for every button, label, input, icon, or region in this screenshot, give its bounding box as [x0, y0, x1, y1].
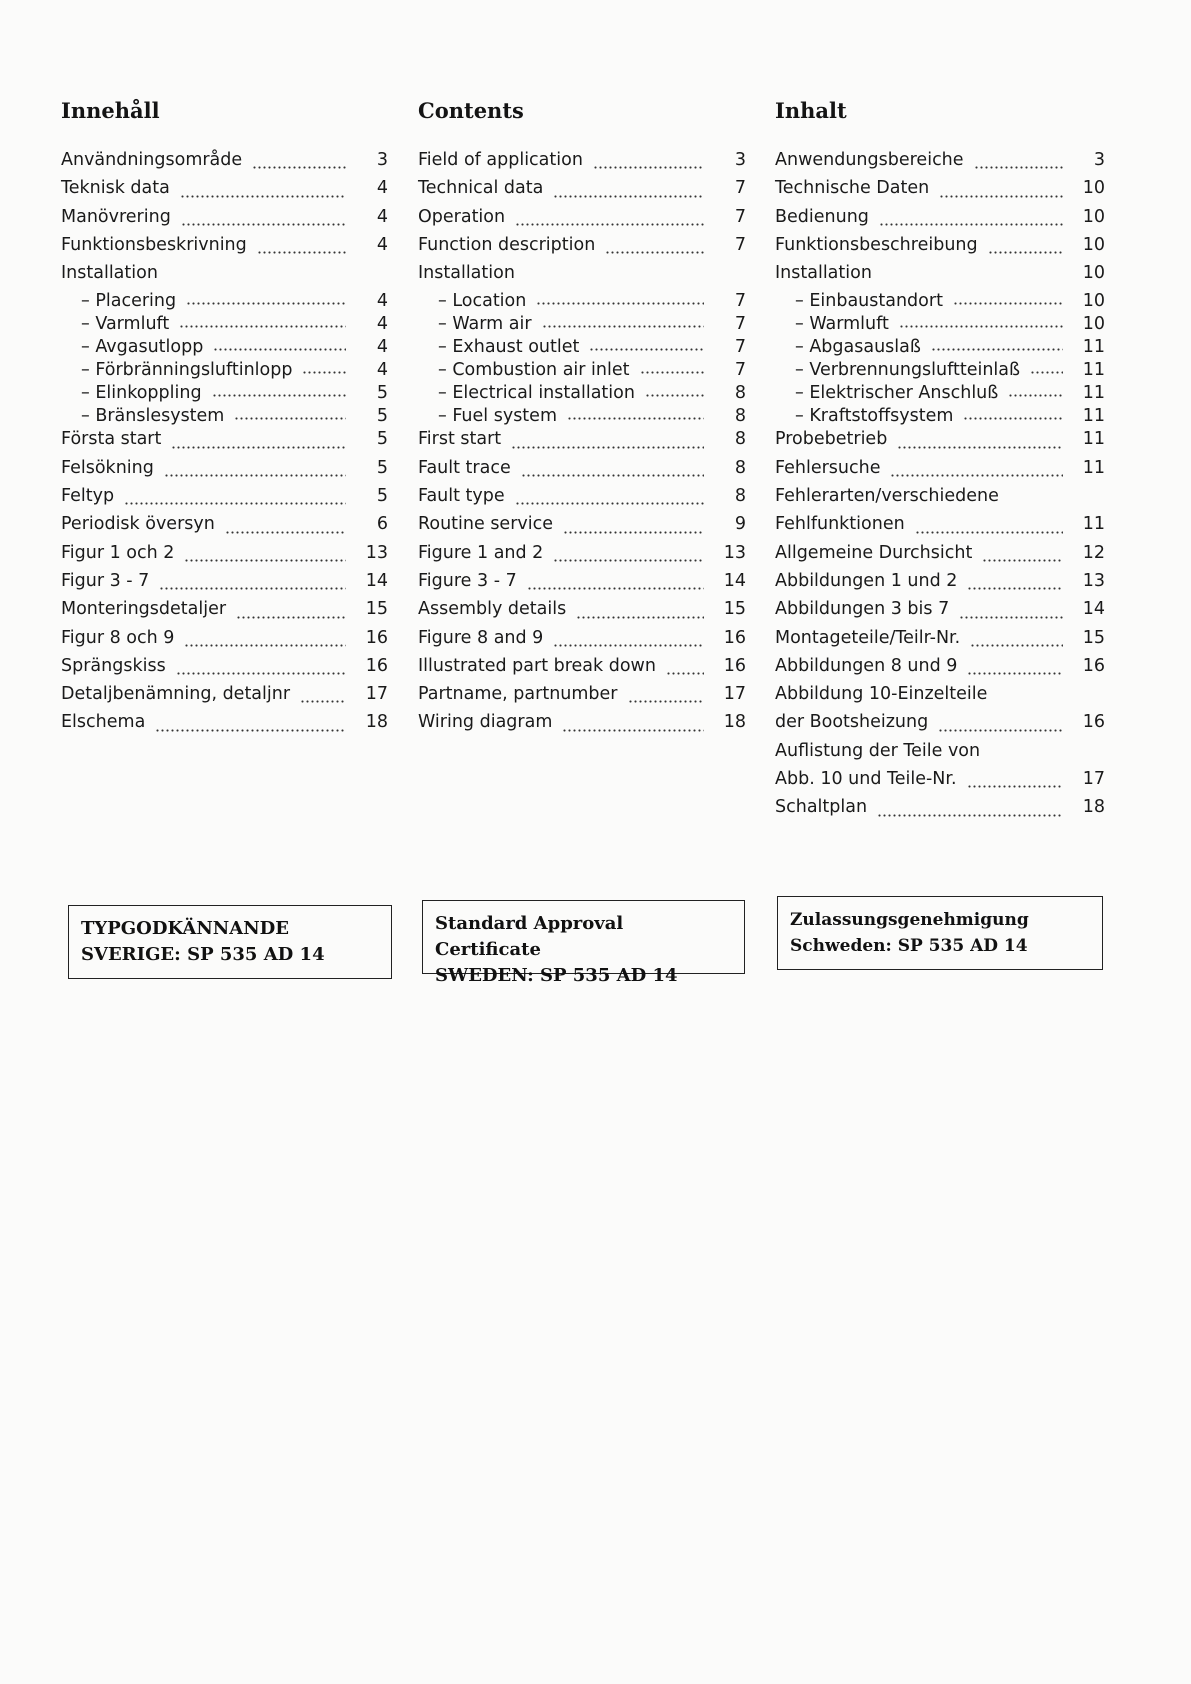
toc-entry-page: 4 [376, 314, 388, 335]
toc-entry [418, 542, 746, 570]
approval-number: Schweden: SP 535 AD 14 [790, 936, 1028, 956]
toc-entry [418, 405, 746, 428]
toc-entry-label: – Warmluft [795, 313, 889, 335]
toc-entry-label: Abbildungen 3 bis 7 [775, 599, 950, 620]
toc-entry-page: 7 [734, 178, 746, 199]
toc-entry [61, 485, 388, 513]
toc-entry-page: 4 [376, 178, 388, 199]
toc-entry [418, 711, 746, 739]
toc-entry-page: 10 [1082, 178, 1105, 199]
toc-entry-page: 5 [376, 406, 388, 427]
toc-heading: Innehåll [61, 98, 160, 123]
toc-entry-label: Wiring diagram [418, 712, 553, 733]
toc-entry-page: 14 [1082, 599, 1105, 620]
toc-entry [418, 290, 746, 313]
toc-entry-label: Monteringsdetaljer [61, 599, 227, 620]
toc-entry-page: 14 [365, 570, 388, 591]
toc-leader-dots [302, 371, 346, 374]
toc-leader-dots [180, 195, 346, 198]
toc-entry [775, 627, 1105, 655]
toc-entry-label: Abbildungen 8 und 9 [775, 655, 958, 676]
toc-entry-label: Abbildungen 1 und 2 [775, 570, 958, 591]
toc-leader-dots [176, 672, 346, 675]
toc-leader-dots [605, 251, 704, 254]
toc-entry [418, 457, 746, 485]
toc-entry [418, 262, 746, 290]
toc-entry-page: 4 [376, 206, 388, 227]
toc-entry-label: Technische Daten [775, 178, 930, 199]
toc-entry [418, 313, 746, 336]
approval-box-english [422, 900, 745, 986]
toc-entry-page: 16 [723, 627, 746, 648]
toc-entry-label: Figur 3 - 7 [61, 570, 150, 591]
toc-leader-dots [1030, 371, 1063, 374]
toc-leader-dots [527, 587, 704, 590]
toc-entry-page: 17 [365, 684, 388, 705]
toc-entry [61, 627, 388, 655]
toc-entry [775, 428, 1105, 456]
toc-entry-label: Routine service [418, 514, 554, 535]
toc-leader-dots [959, 616, 1063, 619]
toc-entry-label: Figur 1 och 2 [61, 542, 175, 563]
toc-entry [61, 570, 388, 598]
toc-entry-page: 16 [1082, 712, 1105, 733]
toc-entry-label: Sprängskiss [61, 655, 166, 676]
toc-entry-page: 17 [1082, 769, 1105, 790]
toc-entry [775, 655, 1105, 683]
toc-entry-label: Installation [775, 263, 872, 284]
toc-entry-page: 15 [365, 599, 388, 620]
toc-entry [418, 336, 746, 359]
toc-entry-label: – Förbränningsluftinlopp [81, 359, 292, 381]
toc-entry-page: 7 [734, 206, 746, 227]
toc-leader-dots [988, 251, 1063, 254]
toc-entry-label: – Elektrischer Anschluß [795, 382, 998, 404]
toc-heading: Inhalt [775, 98, 847, 123]
toc-entry [775, 382, 1105, 405]
toc-entry [418, 598, 746, 626]
toc-entry-page: 8 [734, 457, 746, 478]
toc-entry-page: 10 [1082, 234, 1105, 255]
toc-entry-label: – Varmluft [81, 313, 169, 335]
toc-entry-page: 11 [1082, 429, 1105, 450]
toc-entry [418, 382, 746, 405]
toc-entry [418, 206, 746, 234]
approval-title: Standard Approval Certificate [435, 913, 624, 960]
toc-entry-page: 5 [376, 429, 388, 450]
toc-leader-dots [515, 502, 704, 505]
toc-leader-dots [171, 446, 346, 449]
toc-leader-dots [589, 348, 704, 351]
toc-leader-dots [236, 616, 346, 619]
toc-leader-dots [225, 531, 346, 534]
toc-entry-page: 16 [1082, 655, 1105, 676]
toc-entry-label: Första start [61, 429, 162, 450]
toc-entry-page: 8 [734, 383, 746, 404]
toc-leader-dots [915, 531, 1063, 534]
toc-entry-label: – Elinkoppling [81, 382, 202, 404]
toc-entry-page: 17 [723, 684, 746, 705]
toc-leader-dots [567, 417, 704, 420]
toc-leader-dots [967, 672, 1063, 675]
toc-entry [418, 683, 746, 711]
toc-column-german [775, 98, 1105, 825]
toc-entry-page: 7 [734, 234, 746, 255]
toc-entry-page: 9 [734, 514, 746, 535]
toc-entry [61, 513, 388, 541]
toc-entry-label: Funktionsbeskrivning [61, 234, 247, 255]
toc-entry-page: 11 [1082, 383, 1105, 404]
toc-leader-dots [1008, 394, 1063, 397]
toc-entry-label: Abb. 10 und Teile-Nr. [775, 769, 957, 790]
toc-leader-dots [563, 531, 704, 534]
toc-entry-label: Montageteile/Teilr-Nr. [775, 627, 961, 648]
toc-entry-label: Abbildung 10-Einzelteile [775, 684, 988, 705]
toc-entry-page: 16 [365, 627, 388, 648]
toc-entry [61, 336, 388, 359]
toc-entry-page: 18 [723, 712, 746, 733]
toc-leader-dots [931, 348, 1063, 351]
toc-entry-page: 13 [365, 542, 388, 563]
toc-list [775, 149, 1105, 825]
toc-leader-dots [155, 729, 346, 732]
toc-leader-dots [181, 223, 346, 226]
toc-entry-label: Probebetrieb [775, 429, 888, 450]
toc-entry [61, 457, 388, 485]
toc-leader-dots [542, 325, 704, 328]
toc-entry [418, 177, 746, 205]
toc-leader-dots [974, 166, 1063, 169]
toc-entry-label: – Verbrennungsluftteinlaß [795, 359, 1020, 381]
toc-entry-label: – Einbaustandort [795, 290, 943, 312]
toc-leader-dots [184, 644, 346, 647]
toc-entry [61, 206, 388, 234]
toc-entry [61, 313, 388, 336]
toc-entry-label: Assembly details [418, 599, 567, 620]
toc-entry-page: 5 [376, 457, 388, 478]
toc-leader-dots [982, 559, 1063, 562]
toc-entry [418, 428, 746, 456]
toc-entry-label: Anwendungsbereiche [775, 150, 964, 170]
toc-entry-page: 18 [365, 712, 388, 733]
toc-entry-label: – Location [438, 290, 526, 312]
toc-entry [61, 598, 388, 626]
toc-entry-label: Detaljbenämning, detaljnr [61, 684, 291, 705]
toc-entry-label: Teknisk data [61, 178, 170, 199]
toc-leader-dots [890, 474, 1063, 477]
toc-entry-page: 11 [1082, 514, 1105, 535]
toc-list [418, 149, 746, 740]
toc-leader-dots [628, 700, 704, 703]
toc-leader-dots [212, 394, 346, 397]
toc-entry-page: 11 [1082, 360, 1105, 381]
toc-entry-page: 7 [734, 314, 746, 335]
toc-entry-label: Felsökning [61, 457, 154, 478]
toc-entry-page: 4 [376, 337, 388, 358]
toc-entry [775, 457, 1105, 485]
toc-entry-label: Field of application [418, 150, 583, 170]
toc-entry-label: – Exhaust outlet [438, 336, 579, 358]
toc-entry [61, 149, 388, 177]
toc-entry-page: 13 [1082, 570, 1105, 591]
toc-leader-dots [967, 785, 1063, 788]
toc-entry [418, 513, 746, 541]
toc-leader-dots [967, 587, 1063, 590]
toc-entry [61, 428, 388, 456]
toc-entry-label: – Placering [81, 290, 176, 312]
toc-entry-page: 11 [1082, 406, 1105, 427]
toc-entry-label: – Warm air [438, 313, 532, 335]
toc-leader-dots [938, 729, 1063, 732]
toc-leader-dots [515, 223, 704, 226]
toc-entry-label: Användningsområde [61, 150, 243, 170]
toc-entry-label: Figure 1 and 2 [418, 542, 544, 563]
toc-entry [418, 359, 746, 382]
toc-entry [61, 290, 388, 313]
toc-entry [775, 149, 1105, 177]
toc-leader-dots [877, 814, 1063, 817]
toc-entry [61, 262, 388, 290]
toc-entry-label: Fault type [418, 486, 505, 507]
toc-entry [61, 359, 388, 382]
toc-entry-label: Installation [61, 263, 158, 284]
toc-entry [61, 382, 388, 405]
toc-entry [61, 655, 388, 683]
toc-entry-label: Elschema [61, 712, 146, 733]
toc-leader-dots [939, 195, 1063, 198]
toc-entry [775, 177, 1105, 205]
toc-entry-page: 4 [376, 291, 388, 312]
toc-entry-page: 15 [723, 599, 746, 620]
toc-entry-page: 4 [376, 360, 388, 381]
toc-entry-page: 8 [734, 486, 746, 507]
toc-leader-dots [234, 417, 346, 420]
toc-entry [775, 740, 1105, 768]
toc-entry-label: – Fuel system [438, 405, 557, 427]
toc-entry-label: Fehlersuche [775, 457, 881, 478]
toc-entry [61, 711, 388, 739]
approval-title: TYPGODKÄNNANDE [81, 918, 289, 939]
toc-leader-dots [879, 223, 1063, 226]
toc-leader-dots [897, 446, 1063, 449]
toc-entry [418, 627, 746, 655]
toc-entry [61, 177, 388, 205]
toc-entry-label: – Abgasauslaß [795, 336, 921, 358]
toc-entry-page: 7 [734, 360, 746, 381]
toc-entry [61, 234, 388, 262]
toc-entry-page: 15 [1082, 627, 1105, 648]
approval-number: SVERIGE: SP 535 AD 14 [81, 944, 325, 965]
toc-entry-label: Manövrering [61, 206, 171, 227]
toc-entry-label: Schaltplan [775, 797, 868, 818]
toc-list [61, 149, 388, 740]
toc-entry-label: Illustrated part break down [418, 655, 656, 676]
toc-entry-page: 7 [734, 337, 746, 358]
toc-entry [775, 513, 1105, 541]
toc-leader-dots [645, 394, 704, 397]
toc-entry-label: Partname, partnumber [418, 684, 618, 705]
toc-column-swedish [61, 98, 388, 740]
toc-entry [775, 711, 1105, 739]
toc-entry [775, 570, 1105, 598]
toc-entry-label: – Avgasutlopp [81, 336, 203, 358]
toc-leader-dots [179, 325, 346, 328]
toc-leader-dots [213, 348, 346, 351]
toc-entry-label: Figure 3 - 7 [418, 570, 517, 591]
toc-entry [418, 149, 746, 177]
toc-entry [61, 405, 388, 428]
toc-entry [775, 359, 1105, 382]
toc-column-english [418, 98, 746, 740]
toc-entry-label: Operation [418, 206, 506, 227]
toc-entry [418, 655, 746, 683]
toc-entry-label: Auflistung der Teile von [775, 740, 981, 761]
toc-entry [61, 542, 388, 570]
toc-entry-page: 3 [376, 150, 388, 170]
toc-entry [775, 336, 1105, 359]
toc-leader-dots [511, 446, 704, 449]
toc-entry-label: Feltyp [61, 486, 115, 507]
toc-entry [775, 405, 1105, 428]
toc-leader-dots [252, 166, 346, 169]
toc-entry-label: – Bränslesystem [81, 405, 224, 427]
toc-entry-page: 16 [723, 655, 746, 676]
toc-entry-label: Function description [418, 234, 596, 255]
toc-leader-dots [124, 502, 346, 505]
approval-number: SWEDEN: SP 535 AD 14 [435, 965, 678, 986]
toc-leader-dots [562, 729, 704, 732]
toc-entry-label: Funktionsbeschreibung [775, 234, 978, 255]
toc-entry-page: 12 [1082, 542, 1105, 563]
toc-leader-dots [553, 644, 704, 647]
toc-entry-label: – Electrical installation [438, 382, 635, 404]
toc-entry-page: 11 [1082, 337, 1105, 358]
toc-entry-page: 18 [1082, 797, 1105, 818]
toc-entry-label: Allgemeine Durchsicht [775, 542, 973, 563]
toc-entry-page: 3 [1093, 150, 1105, 170]
toc-entry-page: 11 [1082, 457, 1105, 478]
toc-entry [775, 796, 1105, 824]
toc-entry [775, 485, 1105, 513]
toc-entry-label: Figure 8 and 9 [418, 627, 544, 648]
toc-entry-page: 13 [723, 542, 746, 563]
toc-entry [775, 234, 1105, 262]
toc-leader-dots [970, 644, 1063, 647]
toc-entry [775, 683, 1105, 711]
toc-entry-page: 8 [734, 429, 746, 450]
toc-entry-label: – Combustion air inlet [438, 359, 630, 381]
toc-entry [775, 206, 1105, 234]
toc-leader-dots [536, 302, 704, 305]
toc-leader-dots [257, 251, 346, 254]
toc-entry-page: 3 [734, 150, 746, 170]
toc-entry-page: 4 [376, 234, 388, 255]
toc-entry-page: 10 [1082, 314, 1105, 335]
toc-leader-dots [593, 166, 704, 169]
toc-leader-dots [553, 559, 704, 562]
toc-entry [775, 313, 1105, 336]
toc-entry-page: 5 [376, 486, 388, 507]
toc-leader-dots [953, 302, 1063, 305]
toc-entry-label: Fehlerarten/verschiedene [775, 486, 999, 507]
toc-entry [61, 683, 388, 711]
approval-title: Zulassungsgenehmigung [790, 910, 1029, 930]
toc-leader-dots [963, 417, 1063, 420]
toc-entry-label: – Kraftstoffsystem [795, 405, 953, 427]
toc-entry-page: 7 [734, 291, 746, 312]
toc-entry-page: 16 [365, 655, 388, 676]
toc-heading: Contents [418, 98, 524, 123]
toc-leader-dots [159, 587, 346, 590]
toc-entry [775, 598, 1105, 626]
toc-leader-dots [184, 559, 346, 562]
approval-box-german [777, 896, 1103, 970]
toc-entry [775, 768, 1105, 796]
toc-entry-page: 14 [723, 570, 746, 591]
toc-leader-dots [553, 195, 704, 198]
toc-entry [418, 570, 746, 598]
toc-leader-dots [899, 325, 1063, 328]
toc-leader-dots [186, 302, 346, 305]
toc-entry-page: 10 [1082, 263, 1105, 284]
toc-leader-dots [521, 474, 704, 477]
toc-entry-page: 8 [734, 406, 746, 427]
toc-entry-label: Figur 8 och 9 [61, 627, 175, 648]
toc-entry-label: First start [418, 429, 502, 450]
toc-leader-dots [576, 616, 704, 619]
toc-leader-dots [300, 700, 346, 703]
toc-entry-page: 10 [1082, 206, 1105, 227]
toc-leader-dots [666, 672, 704, 675]
toc-entry-label: Technical data [418, 178, 544, 199]
toc-entry-label: der Bootsheizung [775, 712, 929, 733]
toc-entry [775, 262, 1105, 290]
toc-entry-page: 5 [376, 383, 388, 404]
toc-entry-label: Periodisk översyn [61, 514, 215, 535]
toc-entry-page: 6 [376, 514, 388, 535]
approval-box-swedish [68, 905, 392, 979]
toc-entry [418, 234, 746, 262]
toc-entry [775, 542, 1105, 570]
toc-entry-label: Bedienung [775, 206, 869, 227]
toc-entry [418, 485, 746, 513]
toc-entry-label: Fault trace [418, 457, 511, 478]
toc-entry-label: Installation [418, 263, 515, 284]
toc-entry-page: 10 [1082, 291, 1105, 312]
toc-leader-dots [640, 371, 704, 374]
toc-entry-label: Fehlfunktionen [775, 514, 905, 535]
toc-entry [775, 290, 1105, 313]
toc-leader-dots [164, 474, 346, 477]
